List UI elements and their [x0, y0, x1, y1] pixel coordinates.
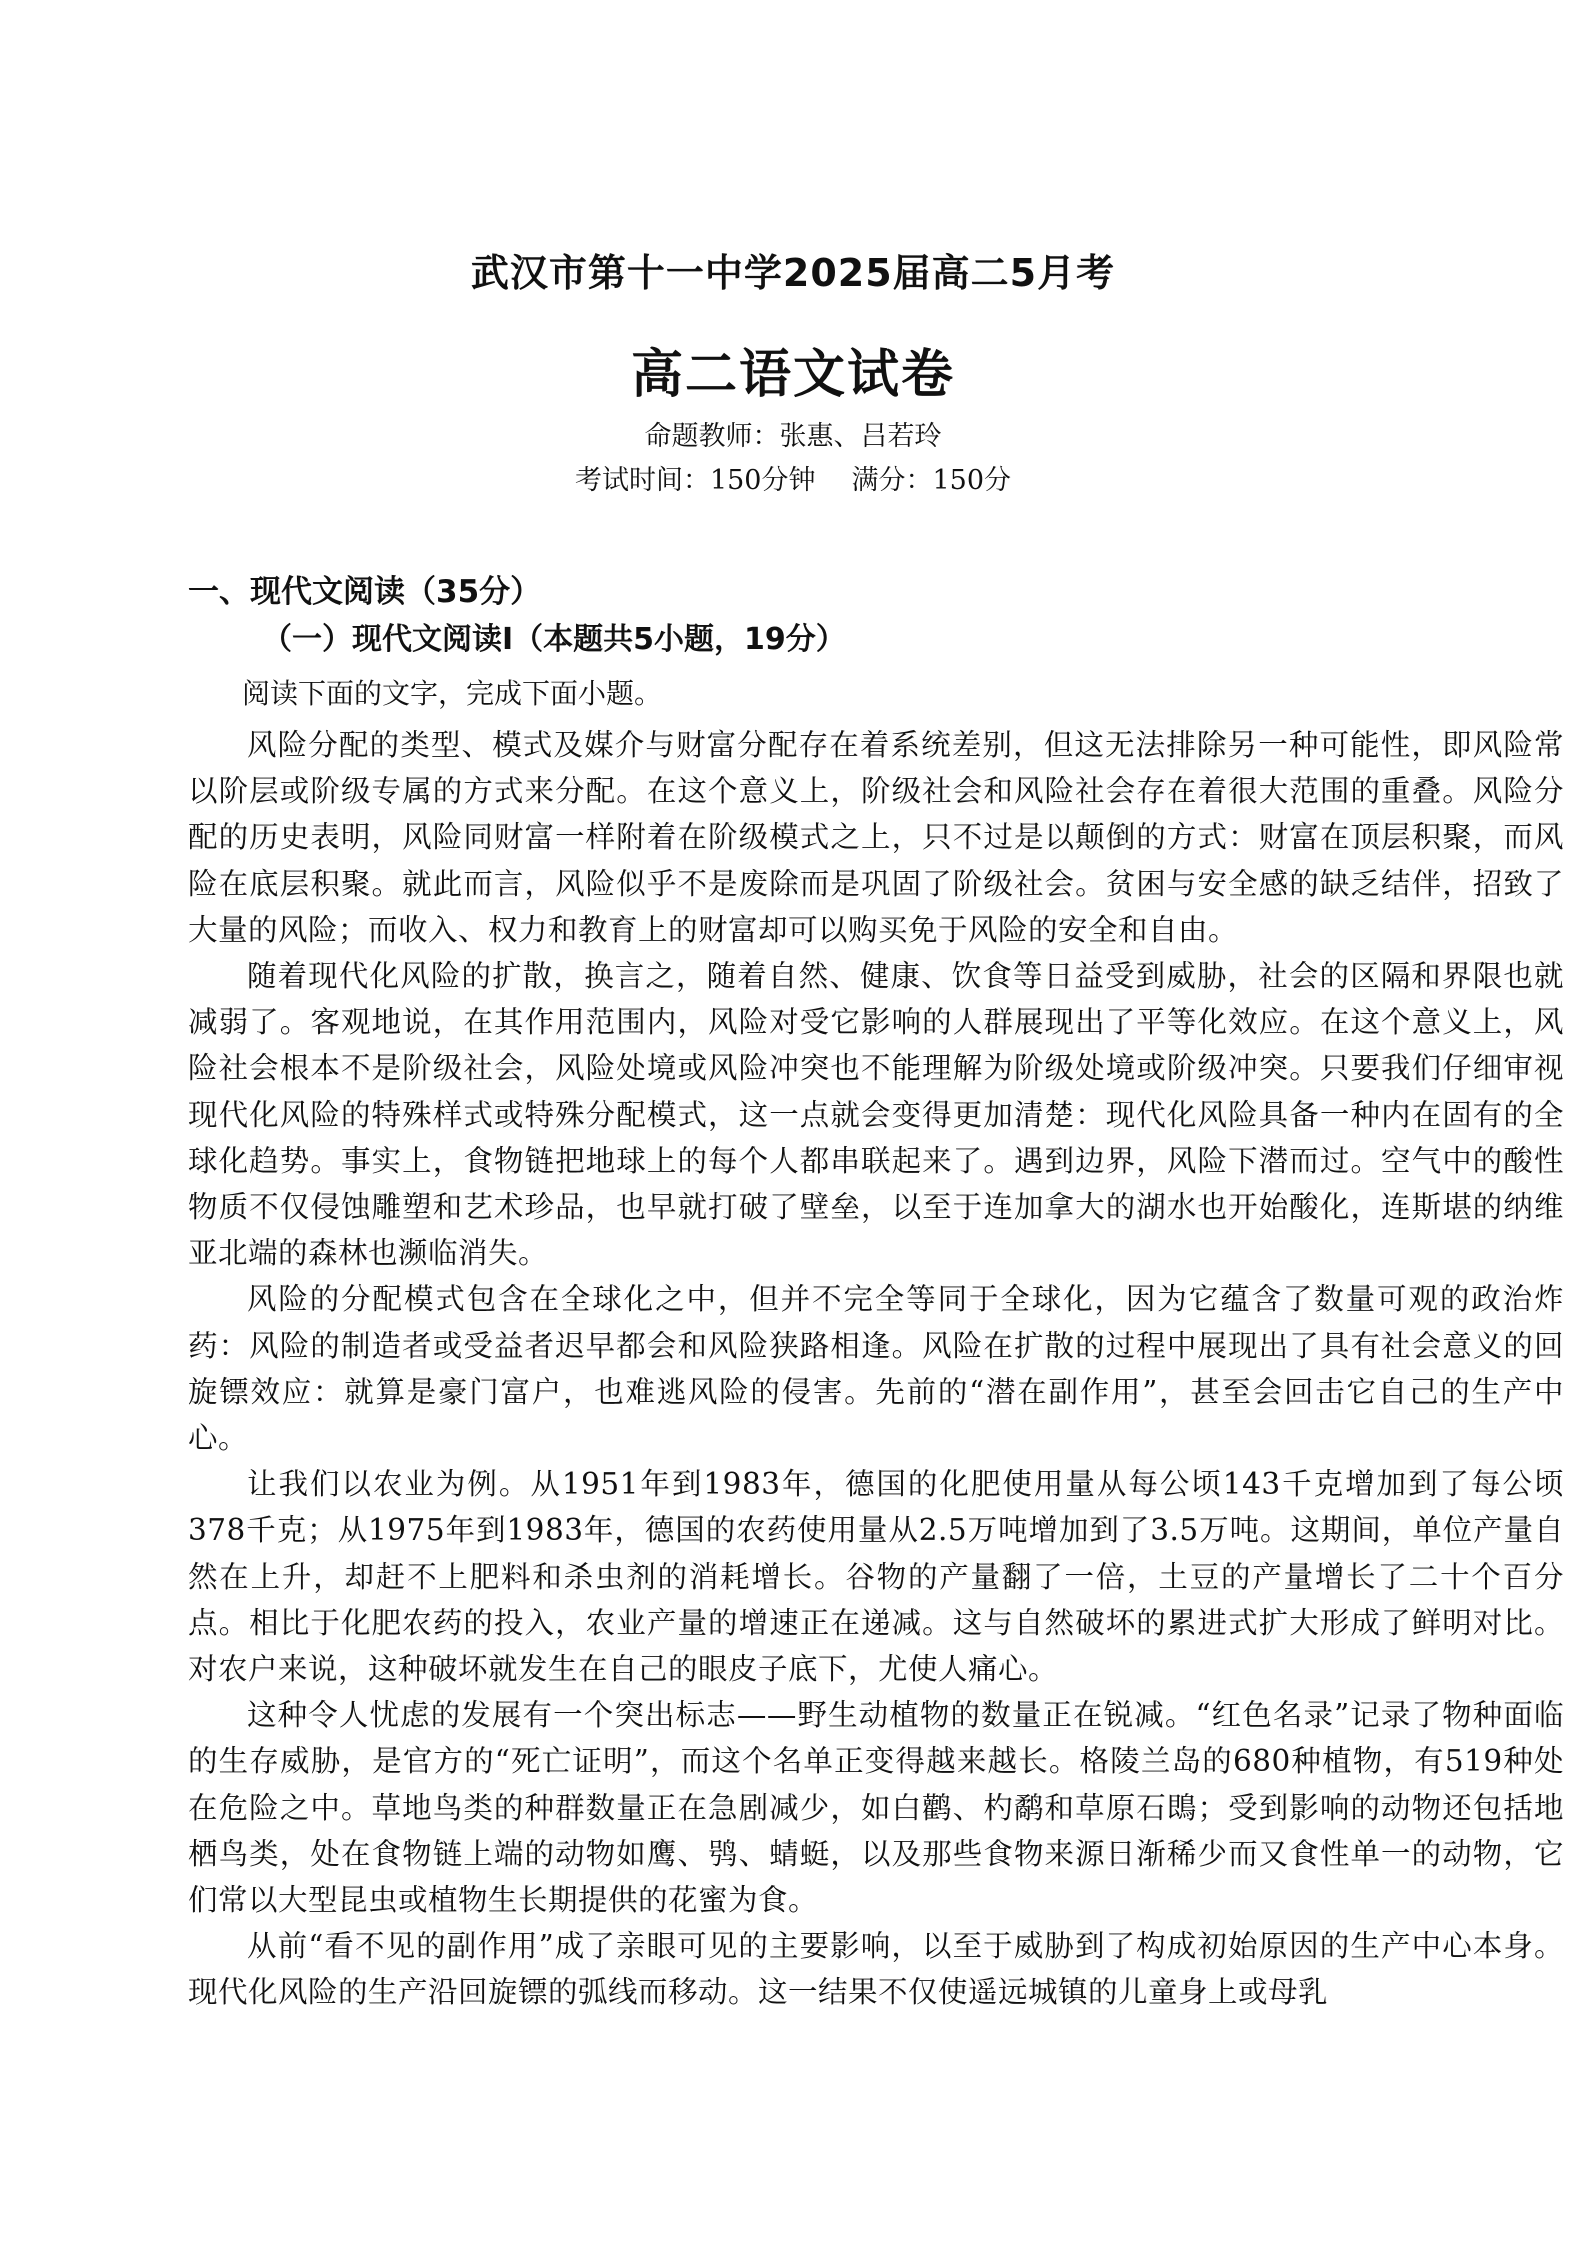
- school-title: 武汉市第十一中学2025届高二5月考: [470, 251, 1116, 295]
- paper-title: 高二语文试卷: [630, 345, 955, 405]
- passage-paragraph: 随着现代化风险的扩散，换言之，随着自然、健康、饮食等日益受到威胁，社会的区隔和界限也就减弱了。客观地说，在其作用范围内，风险对受它影响的人群展现出了平等化效应。在这个意义上，风险社会根本不是阶级社会，风险处境或风险冲突也不能理解为阶级处境或阶级冲突。只要我们仔细审视现代化风险的特殊样式或特殊分配模式，这一点就会变得更加清楚：现代化风险具备一种内在固有的全球化趋势。事实上，食物链把地球上的每个人都串联起来了。遇到边界，风险下潜而过。空气中的酸性物质不仅侵蚀雕塑和艺术珍品，也早就打破了壁垒，以至于连加拿大的湖水也开始酸化，连斯堪的纳维亚北端的森林也濒临消失。: [188, 959, 1564, 1271]
- subsection-heading: （一）现代文阅读Ⅰ（本题共5小题，19分）: [262, 622, 846, 657]
- passage-paragraph: 风险的分配模式包含在全球化之中，但并不完全等同于全球化，因为它蕴含了数量可观的政治炸药：风险的制造者或受益者迟早都会和风险狭路相逢。风险在扩散的过程中展现出了具有社会意义的回旋镖效应：就算是豪门富户，也难逃风险的侵害。先前的“潜在副作用”，甚至会回击它自己的生产中心。: [188, 1282, 1564, 1456]
- exam-time: 考试时间：150分钟: [574, 465, 816, 496]
- exam-info-line: [0, 458, 1586, 497]
- passage-paragraph: 这种令人忧虑的发展有一个突出标志——野生动植物的数量正在锐减。“红色名录”记录了物种面临的生存威胁，是官方的“死亡证明”，而这个名单正变得越来越长。格陵兰岛的680种植物，有519种处在危险之中。草地鸟类的种群数量正在急剧减少，如白鹳、杓鹬和草原石鵖；受到影响的动物还包括地栖鸟类，处在食物链上端的动物如鹰、鸮、蜻蜓，以及那些食物来源日渐稀少而又食性单一的动物，它们常以大型昆虫或植物生长期提供的花蜜为食。: [188, 1698, 1564, 1918]
- reading-instruction: 阅读下面的文字，完成下面小题。: [242, 677, 663, 710]
- section-heading: 一、现代文阅读（35分）: [188, 574, 542, 610]
- passage-paragraph: 从前“看不见的副作用”成了亲眼可见的主要影响，以至于威胁到了构成初始原因的生产中心本身。现代化风险的生产沿回旋镖的弧线而移动。这一结果不仅使遥远城镇的儿童身上或母乳: [188, 1929, 1564, 2010]
- passage-paragraph: 风险分配的类型、模式及媒介与财富分配存在着系统差别，但这无法排除另一种可能性，即风险常以阶层或阶级专属的方式来分配。在这个意义上，阶级社会和风险社会存在着很大范围的重叠。风险分配的历史表明，风险同财富一样附着在阶级模式之上，只不过是以颠倒的方式：财富在顶层积聚，而风险在底层积聚。就此而言，风险似乎不是废除而是巩固了阶级社会。贫困与安全感的缺乏结伴，招致了大量的风险；而收入、权力和教育上的财富却可以购买免于风险的安全和自由。: [188, 728, 1564, 947]
- passage-paragraph: 让我们以农业为例。从1951年到1983年，德国的化肥使用量从每公顷143千克增加到了每公顷378千克；从1975年到1983年，德国的农药使用量从2.5万吨增加到了3.5万吨。这期间，单位产量自然在上升，却赶不上肥料和杀虫剂的消耗增长。谷物的产量翻了一倍，土豆的产量增长了二十个百分点。相比于化肥农药的投入，农业产量的增速正在递减。这与自然破坏的累进式扩大形成了鲜明对比。对农户来说，这种破坏就发生在自己的眼皮子底下，尤使人痛心。: [188, 1467, 1564, 1687]
- reading-passage: [188, 722, 1564, 2016]
- full-score: 满分：150分: [851, 465, 1012, 496]
- teachers-line: 命题教师：张惠、吕若玲: [644, 421, 942, 452]
